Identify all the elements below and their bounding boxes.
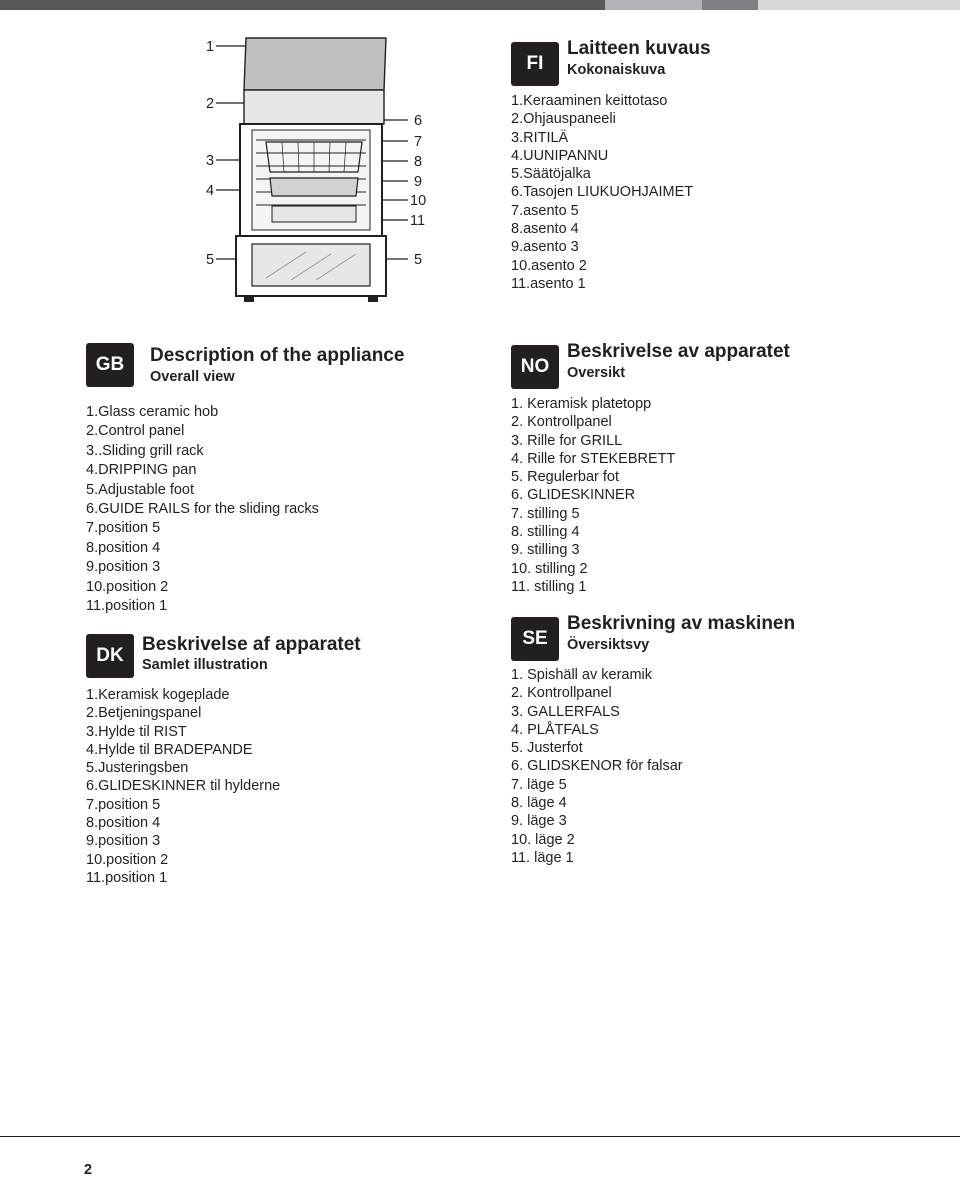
header-bar-mid bbox=[702, 0, 758, 10]
list-item: 7. läge 5 bbox=[511, 776, 567, 793]
list-item: 2. Kontrollpanel bbox=[511, 414, 612, 431]
list-item: 1.Glass ceramic hob bbox=[86, 404, 219, 420]
list-item: 2.Control panel bbox=[86, 423, 185, 440]
callout-7: 7 bbox=[414, 134, 423, 150]
section-subtitle-fi: Kokonaiskuva bbox=[567, 62, 666, 78]
list-item: 9. stilling 3 bbox=[511, 542, 580, 559]
language-badge-fi: FI bbox=[511, 42, 559, 86]
list-item: 5. Regulerbar fot bbox=[511, 469, 620, 486]
list-item: 9.position 3 bbox=[86, 559, 161, 576]
list-item: 5.Säätöjalka bbox=[511, 166, 591, 183]
list-item: 9.position 3 bbox=[86, 833, 161, 850]
section-subtitle-se: Översiktsvy bbox=[567, 637, 650, 653]
list-item: 11. läge 1 bbox=[511, 849, 574, 866]
list-item: 10.position 2 bbox=[86, 578, 169, 595]
list-item: 4.DRIPPING pan bbox=[86, 462, 197, 479]
language-badge-dk: DK bbox=[86, 634, 134, 678]
parts-list-fi bbox=[511, 92, 693, 293]
section-subtitle-gb: Overall view bbox=[150, 369, 235, 385]
language-badge-se: SE bbox=[511, 617, 559, 661]
callout-6: 6 bbox=[414, 113, 423, 129]
page-number: 2 bbox=[84, 1162, 93, 1178]
callout-11: 11 bbox=[410, 213, 426, 229]
list-item: 3.RITILÄ bbox=[511, 129, 569, 146]
list-item: 5. Justerfot bbox=[511, 740, 583, 757]
list-item: 9. läge 3 bbox=[511, 813, 567, 830]
list-item: 2.Betjeningspanel bbox=[86, 705, 202, 722]
list-item: 7.position 5 bbox=[86, 796, 161, 813]
list-item: 5.Adjustable foot bbox=[86, 481, 195, 498]
list-item: 2.Ohjauspaneeli bbox=[511, 111, 616, 128]
callout-2: 2 bbox=[206, 96, 215, 112]
list-item: 4.UUNIPANNU bbox=[511, 147, 609, 164]
callout-8: 8 bbox=[414, 154, 423, 170]
list-item: 7. stilling 5 bbox=[511, 505, 580, 522]
list-item: 1. Spishäll av keramik bbox=[511, 667, 653, 683]
list-item: 11.position 1 bbox=[86, 597, 168, 614]
parts-list-se bbox=[511, 666, 683, 867]
parts-list-no bbox=[511, 395, 675, 596]
list-item: 11.position 1 bbox=[86, 869, 168, 886]
list-item: 6. GLIDESKINNER bbox=[511, 487, 636, 504]
list-item: 8. läge 4 bbox=[511, 795, 567, 812]
list-item: 1. Keramisk platetopp bbox=[511, 396, 652, 412]
callout-4: 4 bbox=[206, 183, 215, 199]
section-subtitle-no: Oversikt bbox=[567, 365, 626, 381]
callout-10: 10 bbox=[410, 193, 427, 209]
list-item: 11.asento 1 bbox=[511, 275, 586, 292]
list-item: 6.GUIDE RAILS for the sliding racks bbox=[86, 500, 319, 517]
language-badge-gb: GB bbox=[86, 343, 134, 387]
section-title-no: Beskrivelse av apparatet bbox=[567, 341, 790, 362]
parts-list-dk bbox=[86, 686, 280, 887]
list-item: 10. stilling 2 bbox=[511, 560, 588, 577]
footer-divider bbox=[0, 1136, 960, 1137]
list-item: 4. PLÅTFALS bbox=[511, 721, 599, 738]
list-item: 4.Hylde til BRADEPANDE bbox=[86, 741, 253, 758]
list-item: 3..Sliding grill rack bbox=[86, 442, 204, 459]
list-item: 10. läge 2 bbox=[511, 831, 575, 848]
callout-5-right: 5 bbox=[414, 252, 423, 268]
list-item: 1.Keramisk kogeplade bbox=[86, 687, 230, 703]
list-item: 1.Keraaminen keittotaso bbox=[511, 93, 668, 109]
list-item: 3.Hylde til RIST bbox=[86, 723, 187, 740]
section-title-se: Beskrivning av maskinen bbox=[567, 613, 796, 634]
list-item: 9.asento 3 bbox=[511, 239, 579, 256]
list-item: 8. stilling 4 bbox=[511, 524, 580, 541]
list-item: 7.position 5 bbox=[86, 520, 161, 537]
section-title-gb: Description of the appliance bbox=[150, 345, 405, 366]
list-item: 4. Rille for STEKEBRETT bbox=[511, 450, 676, 467]
list-item: 5.Justeringsben bbox=[86, 760, 189, 777]
list-item: 6.Tasojen LIUKUOHJAIMET bbox=[511, 184, 694, 201]
list-item: 6.GLIDESKINNER til hylderne bbox=[86, 778, 281, 795]
list-item: 8.asento 4 bbox=[511, 221, 579, 238]
list-item: 3. GALLERFALS bbox=[511, 703, 620, 720]
list-item: 10.position 2 bbox=[86, 851, 169, 868]
list-item: 3. Rille for GRILL bbox=[511, 432, 623, 449]
callout-9: 9 bbox=[414, 174, 423, 190]
section-title-fi: Laitteen kuvaus bbox=[567, 38, 711, 59]
list-item: 6. GLIDSKENOR för falsar bbox=[511, 758, 683, 775]
list-item: 10.asento 2 bbox=[511, 257, 587, 274]
callout-1: 1 bbox=[206, 39, 215, 55]
list-item: 8.position 4 bbox=[86, 539, 161, 556]
section-subtitle-dk: Samlet illustration bbox=[142, 657, 268, 673]
callout-3: 3 bbox=[206, 153, 215, 169]
oven-diagram bbox=[196, 30, 436, 305]
list-item: 7.asento 5 bbox=[511, 202, 579, 219]
header-bar-light bbox=[605, 0, 702, 10]
list-item: 11. stilling 1 bbox=[511, 578, 587, 595]
callout-5-left: 5 bbox=[206, 252, 215, 268]
section-title-dk: Beskrivelse af apparatet bbox=[142, 634, 361, 655]
list-item: 2. Kontrollpanel bbox=[511, 685, 612, 702]
parts-list-gb bbox=[86, 403, 319, 616]
language-badge-no: NO bbox=[511, 345, 559, 389]
list-item: 8.position 4 bbox=[86, 815, 161, 832]
header-bar-dark bbox=[0, 0, 605, 10]
header-bar-pale bbox=[758, 0, 960, 10]
